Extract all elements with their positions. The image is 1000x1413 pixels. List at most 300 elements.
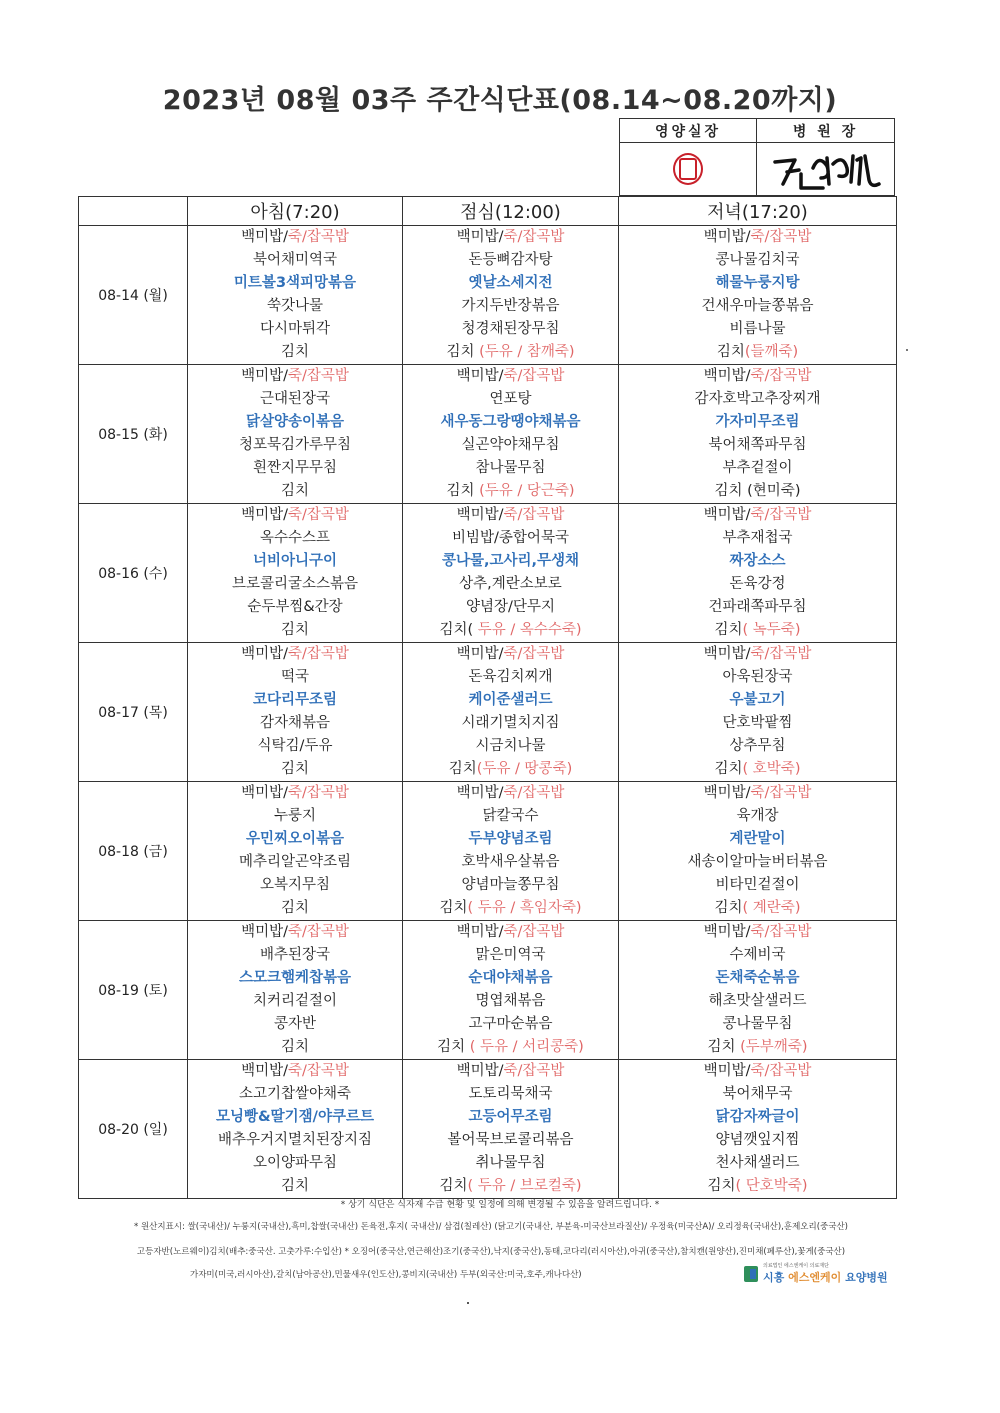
menu-item-text: 죽/잡곡밥 (287, 507, 349, 523)
menu-item-text: 죽/잡곡밥 (750, 368, 812, 384)
menu-item-text: 김치 (280, 344, 309, 360)
menu-item-text: 육개장 (736, 808, 779, 824)
menu-item-text: 메추리알곤약조림 (238, 854, 352, 870)
menu-item (619, 735, 896, 758)
menu-item-text: 김치 (280, 483, 309, 499)
menu-item (619, 272, 896, 295)
menu-item-text: 맑은미역국 (475, 947, 546, 963)
approval-header-dietitian: 영양실장 (620, 119, 757, 143)
day-row (79, 365, 897, 504)
menu-item-text: 모닝빵&딸기잼/야쿠르트 (215, 1109, 374, 1125)
notice-text: * 상기 식단은 식자재 수급 현황 및 일정에 의해 변경될 수 있음을 알려드립니다. * (340, 1200, 660, 1210)
menu-item-text: 스모크햄케찹볶음 (238, 970, 352, 986)
menu-item (188, 226, 402, 249)
menu-item (403, 341, 618, 364)
menu-item (403, 249, 618, 272)
approval-header-director: 병 원 장 (757, 119, 894, 143)
menu-item (619, 596, 896, 619)
menu-item (619, 1013, 896, 1036)
menu-item (188, 944, 402, 967)
menu-item (188, 365, 402, 388)
menu-item-text: 배추우거지멸치된장지짐 (217, 1132, 373, 1148)
menu-item-text: (두유 / 당근죽) (479, 483, 575, 499)
logo-name (763, 1269, 888, 1285)
menu-item-text: 우불고기 (729, 692, 786, 708)
menu-item-text: 부추재첩국 (722, 530, 793, 546)
menu-item-text: 죽/잡곡밥 (287, 1063, 349, 1079)
menu-item-text: 너비아니구이 (252, 553, 338, 569)
menu-item (188, 1083, 402, 1106)
lunch-cell (403, 365, 619, 504)
dinner-cell (619, 782, 897, 921)
menu-item (403, 573, 618, 596)
menu-item-text: 백미밥/ (241, 229, 288, 245)
menu-item-text: 닭칼국수 (482, 808, 539, 824)
menu-item-text: ( 녹두죽) (742, 622, 801, 638)
menu-item-text: 김치 (446, 483, 480, 499)
menu-item (188, 921, 402, 944)
menu-item-text: 김치 (280, 761, 309, 777)
lunch-cell (403, 504, 619, 643)
menu-item (403, 1152, 618, 1175)
menu-item-text: 미트볼3색피망볶음 (233, 275, 357, 291)
menu-item-text: 김치 (716, 344, 745, 360)
menu-item (619, 921, 896, 944)
menu-item (403, 619, 618, 642)
menu-item (188, 782, 402, 805)
menu-item (403, 550, 618, 573)
menu-item-text: 오이양파무침 (252, 1155, 338, 1171)
menu-item-text: 청경채된장무침 (461, 321, 560, 337)
menu-item-text: 죽/잡곡밥 (750, 229, 812, 245)
menu-item-text: 해물누룽지탕 (715, 275, 800, 291)
menu-item (403, 828, 618, 851)
menu-item-text: 김치 (448, 761, 477, 777)
menu-item (619, 1175, 896, 1198)
menu-item-text: 닭감자짜글이 (715, 1109, 800, 1125)
menu-item (403, 666, 618, 689)
menu-item-text: 죽/잡곡밥 (503, 229, 565, 245)
menu-item-text: 코다리무조림 (252, 692, 338, 708)
menu-item (403, 1106, 618, 1129)
menu-item-text: 콩자반 (273, 1016, 317, 1032)
menu-item (188, 1152, 402, 1175)
menu-item-text: 새우동그랑땡야채볶음 (440, 414, 581, 430)
menu-item (403, 712, 618, 735)
menu-item-text: 김치 (280, 1039, 309, 1055)
menu-item (403, 967, 618, 990)
menu-item-text: 흰짠지무무침 (252, 460, 338, 476)
menu-item-text: 치커리겉절이 (252, 993, 338, 1009)
menu-item-text: 콩나물김치국 (715, 252, 800, 268)
menu-item (403, 990, 618, 1013)
menu-item (188, 504, 402, 527)
menu-item-text: 김치 (714, 622, 743, 638)
hospital-logo-icon (744, 1266, 758, 1282)
menu-item-text: 백미밥/ (703, 229, 751, 245)
menu-item-text: 백미밥/ (703, 1063, 751, 1079)
menu-item-text: 백미밥/ (703, 507, 751, 523)
menu-item-text: 백미밥/ (456, 229, 504, 245)
menu-item (188, 689, 402, 712)
menu-item-text: 죽/잡곡밥 (750, 646, 812, 662)
menu-item-text: 새송이알마늘버터볶음 (687, 854, 828, 870)
menu-item (188, 1106, 402, 1129)
menu-item-text: 가자미무조림 (715, 414, 800, 430)
menu-item-text: 떡국 (280, 669, 309, 685)
menu-item-text: 고구마순볶음 (468, 1016, 553, 1032)
menu-item (188, 643, 402, 666)
menu-item (403, 226, 618, 249)
dinner-cell (619, 643, 897, 782)
menu-item-text: 백미밥/ (241, 646, 288, 662)
menu-item (619, 758, 896, 781)
day-label: 08-16 (수) (79, 504, 188, 643)
menu-item-text: 상추,계란소보로 (459, 576, 562, 592)
menu-item (188, 596, 402, 619)
day-label: 08-17 (목) (79, 643, 188, 782)
lunch-cell (403, 226, 619, 365)
menu-item (619, 573, 896, 596)
menu-item (403, 527, 618, 550)
menu-item-text: 양념장/단무지 (466, 599, 555, 615)
lunch-cell (403, 921, 619, 1060)
menu-item (188, 1175, 402, 1198)
menu-item-text: 죽/잡곡밥 (287, 229, 349, 245)
menu-item-text: ) (794, 483, 801, 499)
menu-item-text: 옛날소세지전 (468, 275, 553, 291)
menu-item-text: 단호박팥찜 (722, 715, 793, 731)
menu-item-text: ( 두유 / 서리콩죽) (469, 1039, 584, 1055)
menu-item (188, 527, 402, 550)
header-dinner: 저녁(17:20) (619, 197, 897, 226)
menu-item-text: 죽/잡곡밥 (750, 507, 812, 523)
menu-item (403, 1013, 618, 1036)
menu-item (619, 619, 896, 642)
menu-item (403, 388, 618, 411)
menu-item-text: 콩나물,고사리,무생채 (441, 553, 580, 569)
menu-item (619, 967, 896, 990)
menu-item-text: 계란말이 (729, 831, 786, 847)
menu-item (403, 921, 618, 944)
menu-item-text: 건새우마늘쫑볶음 (701, 298, 814, 314)
menu-item-text: 오복지무침 (259, 877, 331, 893)
menu-item-text: 백미밥/ (703, 646, 751, 662)
menu-item (619, 643, 896, 666)
menu-item-text: 양념마늘쫑무침 (461, 877, 560, 893)
menu-item-text: 건파래쪽파무침 (708, 599, 807, 615)
menu-item-text: 죽/잡곡밥 (287, 785, 349, 801)
menu-item-text: 죽/잡곡밥 (750, 1063, 812, 1079)
menu-item (619, 504, 896, 527)
menu-item (403, 457, 618, 480)
menu-item-text: 취나물무침 (475, 1155, 546, 1171)
menu-item (403, 689, 618, 712)
origin-line-2: 고등자반(노르웨이)김치(배추:중국산. 고춧가루:수입산) * 오징어(중국산,연근해산)조기(중국산),낙지(중국산),동태,코다리(러시아산),아귀(중국산),참치캔(원양산),진미채(페루산),꽃게(중국산) (136, 1247, 846, 1257)
hospital-logo (744, 1262, 888, 1285)
menu-item (188, 1036, 402, 1059)
menu-item (619, 666, 896, 689)
menu-item (403, 411, 618, 434)
menu-item (188, 874, 402, 897)
lunch-cell (403, 782, 619, 921)
menu-item-text: 돈육김치찌개 (468, 669, 553, 685)
menu-item (619, 249, 896, 272)
approval-stamp-cell (620, 143, 757, 195)
menu-item (188, 828, 402, 851)
menu-item-text: 백미밥/ (456, 1063, 504, 1079)
menu-item-text: 백미밥/ (703, 924, 751, 940)
menu-item (403, 1129, 618, 1152)
day-row (79, 504, 897, 643)
menu-item (619, 897, 896, 920)
day-row (79, 643, 897, 782)
menu-item-text: 콩나물무침 (722, 1016, 793, 1032)
menu-item-text: 김치 (437, 1039, 470, 1055)
menu-item-text: 죽/잡곡밥 (503, 1063, 565, 1079)
menu-item-text: 백미밥/ (241, 507, 288, 523)
menu-item-text: 두유 / 옥수수죽) (477, 622, 582, 638)
menu-item-text: 상추무침 (729, 738, 786, 754)
menu-item (619, 434, 896, 457)
menu-item-text: 고등어무조림 (468, 1109, 553, 1125)
menu-item (619, 689, 896, 712)
dinner-cell (619, 1060, 897, 1199)
menu-item-text: 백미밥/ (456, 785, 504, 801)
menu-item-text: 소고기찹쌀야채죽 (238, 1086, 352, 1102)
menu-item (403, 1175, 618, 1198)
menu-item (403, 1060, 618, 1083)
menu-item-text: 식탁김/두유 (257, 738, 333, 754)
menu-item (403, 318, 618, 341)
breakfast-cell (188, 643, 403, 782)
menu-item (403, 1036, 618, 1059)
menu-item (619, 341, 896, 364)
menu-item (188, 805, 402, 828)
menu-item (188, 480, 402, 503)
header-day (79, 197, 188, 226)
breakfast-cell (188, 365, 403, 504)
menu-item (403, 365, 618, 388)
menu-item-text: 백미밥/ (456, 368, 504, 384)
menu-item-text: 죽/잡곡밥 (503, 785, 565, 801)
menu-item-text: 우민찌오이볶음 (245, 831, 345, 847)
menu-item-text: 명엽채볶음 (475, 993, 546, 1009)
menu-item-text: ( 계란죽) (742, 900, 801, 916)
breakfast-cell (188, 1060, 403, 1199)
menu-item (619, 457, 896, 480)
menu-item-text: 청포묵김가루무침 (238, 437, 352, 453)
menu-item-text: 짜장소스 (729, 553, 786, 569)
dinner-cell (619, 226, 897, 365)
menu-item-text: (두부깨죽) (740, 1039, 808, 1055)
day-label: 08-18 (금) (79, 782, 188, 921)
menu-item (403, 643, 618, 666)
signature-icon (761, 144, 891, 194)
menu-item-text: 김치 (439, 1178, 468, 1194)
seal-stamp-icon (673, 153, 703, 185)
menu-item-text: 백미밥/ (456, 507, 504, 523)
menu-item-text: 해초맛살샐러드 (708, 993, 807, 1009)
menu-item-text: 김치 (280, 1178, 309, 1194)
menu-item (188, 897, 402, 920)
menu-item (188, 1060, 402, 1083)
menu-item (188, 1013, 402, 1036)
menu-item-text: 김치 (707, 1178, 736, 1194)
menu-item-text: 비빔밥/종합어묵국 (452, 530, 569, 546)
menu-item-text: 호박새우살볶음 (461, 854, 560, 870)
menu-item-text: 도토리묵채국 (468, 1086, 553, 1102)
menu-item (403, 504, 618, 527)
menu-item (188, 318, 402, 341)
breakfast-cell (188, 921, 403, 1060)
menu-item-text: 백미밥/ (241, 368, 288, 384)
menu-item-text: 부추겉절이 (722, 460, 793, 476)
menu-item-text: 죽/잡곡밥 (287, 646, 349, 662)
menu-item-text: 김치 (446, 344, 480, 360)
origin-line-3: 가자미(미국,러시아산),갈치(남아공산),민물새우(인도산),콩비지(국내산) 두부(외국산:미국,호주,캐나다산) (190, 1270, 582, 1280)
menu-item-text: ( 호박죽) (742, 761, 801, 777)
dinner-cell (619, 365, 897, 504)
menu-item-text: 시래기멸치지짐 (461, 715, 560, 731)
approval-signature-cell (757, 143, 894, 195)
menu-item-text: 돈채죽순볶음 (715, 970, 800, 986)
menu-item (619, 1083, 896, 1106)
menu-item-text: (들깨죽) (744, 344, 799, 360)
menu-item-text: 연포탕 (489, 391, 532, 407)
menu-item (619, 365, 896, 388)
menu-item-text: 북어채쪽파무침 (708, 437, 807, 453)
menu-item-text: 감자채볶음 (259, 715, 331, 731)
menu-item (619, 1060, 896, 1083)
menu-item-text: 죽/잡곡밥 (750, 785, 812, 801)
menu-item (188, 388, 402, 411)
menu-item-text: 죽/잡곡밥 (503, 507, 565, 523)
menu-item (619, 226, 896, 249)
menu-item-text: 백미밥/ (241, 785, 288, 801)
menu-item (619, 1036, 896, 1059)
menu-item (403, 944, 618, 967)
logo-name-a: 시흥 (763, 1271, 789, 1284)
menu-item-text: ( 단호박죽) (735, 1178, 808, 1194)
menu-item (619, 944, 896, 967)
menu-item (619, 1152, 896, 1175)
menu-item-text: 백미밥/ (241, 1063, 288, 1079)
page-title: 2023년 08월 03주 주간식단표(08.14~08.20까지) (162, 85, 838, 116)
menu-item (403, 272, 618, 295)
menu-item (188, 851, 402, 874)
menu-item (403, 851, 618, 874)
menu-item-text: 김치( (439, 622, 478, 638)
menu-item-text: 김치 (280, 900, 309, 916)
menu-item-text: 김치 (714, 900, 743, 916)
menu-item (188, 735, 402, 758)
menu-item (619, 388, 896, 411)
header-lunch: 점심(12:00) (403, 197, 619, 226)
menu-item (403, 874, 618, 897)
menu-item-text: 김치 (439, 900, 468, 916)
logo-subtitle: 의료법인 에스엔케이 의료재단 (763, 1263, 829, 1269)
logo-name-c: 요양병원 (841, 1271, 888, 1284)
menu-item (403, 434, 618, 457)
menu-item-text: 두부양념조림 (468, 831, 553, 847)
menu-item (188, 990, 402, 1013)
day-label: 08-14 (월) (79, 226, 188, 365)
menu-item-text: 김치 (714, 483, 748, 499)
menu-item-text: 천사채샐러드 (715, 1155, 800, 1171)
menu-item-text: 죽/잡곡밥 (503, 368, 565, 384)
menu-item (188, 272, 402, 295)
menu-item-text: 비름나물 (729, 321, 786, 337)
scan-dot (467, 1302, 469, 1304)
menu-item (403, 1083, 618, 1106)
breakfast-cell (188, 226, 403, 365)
header-breakfast: 아침(7:20) (188, 197, 403, 226)
day-row (79, 921, 897, 1060)
menu-item-text: 누룽지 (273, 808, 317, 824)
menu-item-text: 케이준샐러드 (468, 692, 553, 708)
dinner-cell (619, 921, 897, 1060)
breakfast-cell (188, 782, 403, 921)
menu-item (619, 828, 896, 851)
menu-item-text: 백미밥/ (241, 924, 288, 940)
menu-item (619, 805, 896, 828)
menu-item (188, 1129, 402, 1152)
menu-item-text: 죽/잡곡밥 (503, 646, 565, 662)
menu-item (403, 782, 618, 805)
menu-item-text: 옥수수스프 (259, 530, 331, 546)
menu-item (403, 758, 618, 781)
menu-item-text: 비타민겉절이 (715, 877, 800, 893)
menu-item-text: 쑥갓나물 (266, 298, 324, 314)
menu-item (188, 249, 402, 272)
menu-item (188, 434, 402, 457)
menu-item (188, 758, 402, 781)
menu-item (619, 527, 896, 550)
menu-item-text: 죽/잡곡밥 (287, 924, 349, 940)
menu-item (619, 712, 896, 735)
menu-item-text: 순대야채볶음 (468, 970, 553, 986)
menu-item-text: 백미밥/ (703, 368, 751, 384)
day-row (79, 226, 897, 365)
menu-item-text: 백미밥/ (703, 785, 751, 801)
menu-item-text: (두유 / 참깨죽) (479, 344, 575, 360)
menu-item-text: 볼어묵브로콜리볶음 (447, 1132, 574, 1148)
menu-item-text: 북어채미역국 (252, 252, 338, 268)
menu-item-text: 죽/잡곡밥 (503, 924, 565, 940)
menu-item-text: 김치 (707, 1039, 741, 1055)
menu-item-text: 돈육강정 (729, 576, 786, 592)
menu-item-text: 죽/잡곡밥 (750, 924, 812, 940)
menu-item-text: 근대된장국 (259, 391, 331, 407)
menu-item-text: 순두부찜&간장 (247, 599, 343, 615)
menu-item-text: 다시마튀각 (259, 321, 331, 337)
menu-item (188, 457, 402, 480)
menu-item-text: 돈등뼈감자탕 (468, 252, 553, 268)
menu-item-text: (현미죽 (747, 483, 795, 499)
lunch-cell (403, 1060, 619, 1199)
menu-item-text: (두유 / 땅콩죽) (476, 761, 573, 777)
menu-item (619, 480, 896, 503)
menu-item (188, 666, 402, 689)
menu-item-text: 아욱된장국 (722, 669, 793, 685)
menu-item (188, 573, 402, 596)
day-label: 08-15 (화) (79, 365, 188, 504)
menu-item-text: 백미밥/ (456, 646, 504, 662)
menu-item (188, 712, 402, 735)
day-label: 08-19 (토) (79, 921, 188, 1060)
menu-item (619, 874, 896, 897)
